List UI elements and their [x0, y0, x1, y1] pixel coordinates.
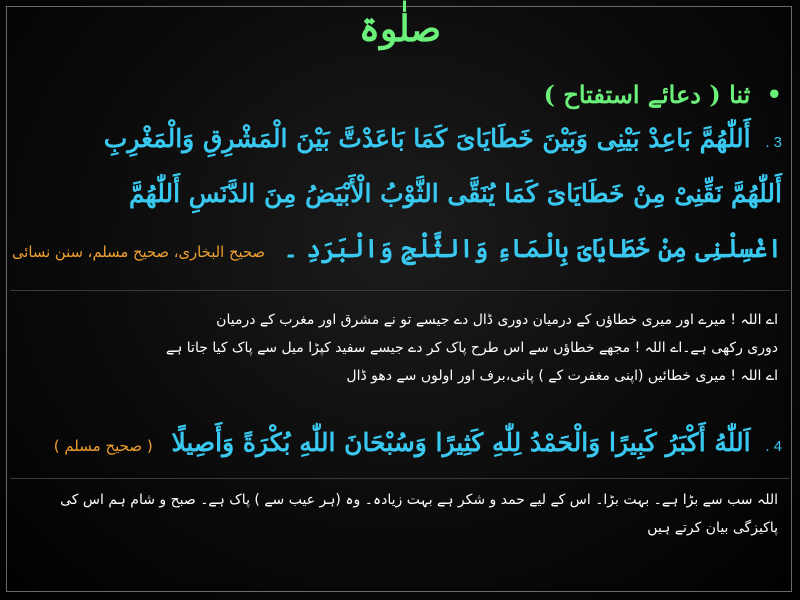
dua-3-line-3 [12, 234, 782, 263]
translation-4-line-2: پاکیزگی بیان کرتے ہیں [647, 520, 778, 536]
page-title: صلٰوۃ [358, 8, 442, 50]
dua-3-number: 3 . [765, 134, 782, 151]
dua-3-line-2: أَللّٰهُمَّ نَقِّنِىْ مِنْ خَطَايَاىَ كَمَا يُنَقَّى الثَّوْبُ الْأَبْيَضُ مِنَ الدَّنَسِ أَللّٰهُمَّ [129, 179, 782, 208]
dua-3-dash: ۔ [283, 234, 298, 263]
bullet-icon: • [766, 80, 782, 109]
section-heading-subtitle: ( دعائے استفتاح ) [543, 80, 721, 109]
translation-3-line-1: اے اللہ ! میرے اور میری خطاؤں کے درمیان دوری ڈال دے جیسے تو نے مشرق اور مغرب کے درمیان [216, 312, 778, 328]
dua-4-reference: ( صحیح مسلم ) [53, 437, 153, 455]
translation-3-line-3: اے اللہ ! میری خطائیں (اپنی مغفرت کے ) پانی،برف اور اولوں سے دھو ڈال [346, 368, 778, 384]
dua-4-number: 4 . [765, 438, 782, 455]
translation-4-line-1: اللہ سب سے بڑا ہے۔ بہت بڑا۔ اس کے لیے حمد و شکر ہے بہت زیادہ۔ وہ (ہر عیب سے ) پاک ہے۔ صبح و شام ہم اس کی [60, 492, 778, 508]
dua-3-reference: صحیح البخاری، صحیح مسلم، سنن نسائی [11, 243, 265, 261]
dua-4-text: اَللّٰهُ أَكْبَرُ كَبِيرًا وَالْحَمْدُ لِلّٰهِ كَثِيرًا وَسُبْحَانَ اللّٰهِ بُكْرَةً وَأَصِيلًا [171, 428, 751, 457]
section-heading [544, 80, 782, 109]
section-heading-main: ثنا [729, 80, 751, 109]
translation-4 [18, 486, 778, 542]
translation-3 [18, 306, 778, 390]
dua-3-line-1 [104, 124, 782, 153]
dua-4 [54, 428, 782, 457]
divider [10, 478, 790, 479]
dua-3-line-1-text: أَللّٰهُمَّ بَاعِدْ بَيْنِى وَبَيْنَ خَطَايَاىَ كَمَا بَاعَدْتَّ بَيْنَ الْمَشْرِقِ وَالْمَغْرِبِ [103, 124, 751, 153]
translation-3-line-2: دوری رکھی ہے۔اے اللہ ! مجھے خطاؤں سے اس طرح پاک کر دے جیسے سفید کپڑا میل سے پاک کیا جاتا ہے [165, 340, 778, 356]
dua-3-line-3-text: اغْسِلْنِى مِنْ خَطَايَاىَ بِالْمَاءِ وَالثَّلْجِ وَالْبَرَدِ [306, 234, 782, 263]
divider [10, 290, 790, 291]
